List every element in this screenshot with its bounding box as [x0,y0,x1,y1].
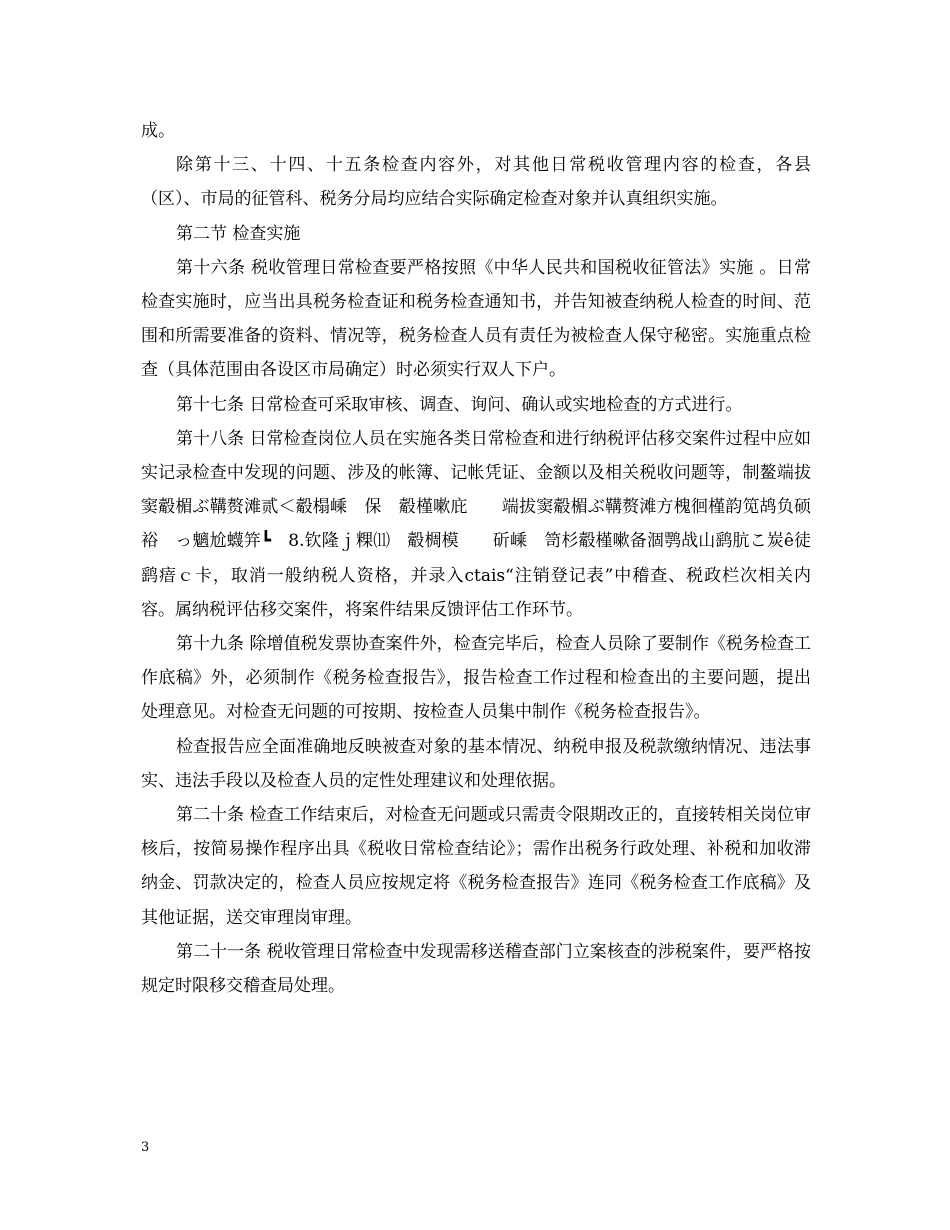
article-17: 第十七条 日常检查可采取审核、调查、询问、确认或实地检查的方式进行。 [176,394,743,415]
page-number: 3 [141,1140,150,1155]
article-20: 第二十条 检查工作结束后，对检查无问题或只需责令限期改正的，直接转相关岗位审核后，按简易操作程序出具《税收日常检查结论》；需作出税务行政处理、补税和加收滞纳金、罚款决定的，检查人员应按规定将《税务检查报告》连同《税务检查工作底稿》及其他证据，送交审理岗审理。 [141,805,811,928]
paragraph-1: 成。 [141,121,175,141]
paragraph-2: 除第十三、十四、十五条检查内容外，对其他日常税收管理内容的检查，各县（区）、市局的征管科、税务分局均应结合实际确定检查对象并认真组织实施。 [141,155,811,210]
report-paragraph: 检查报告应全面准确地反映被查对象的基本情况、纳税申报及税款缴纳情况、违法事实、违法手段以及检查人员的定性处理建议和处理依据。 [141,736,811,791]
section-heading: 第二节 检查实施 [176,223,301,244]
document-body [141,114,811,1003]
article-21: 第二十一条 税收管理日常检查中发现需移送稽查部门立案核查的涉税案件，要严格按规定时限移交稽查局处理。 [141,941,811,997]
article-19: 第十九条 除增值税发票协查案件外，检查完毕后，检查人员除了要制作《税务检查工作底稿》外，必须制作《税务检查报告》，报告检查工作过程和检查出的主要问题，提出处理意见。对检查无问题的可按期、按检查人员集中制作《税务检查报告》。 [141,634,811,723]
article-16: 第十六条 税收管理日常检查要严格按照《中华人民共和国税收征管法》实施 。日常检查实施时，应当出具税务检查证和税务检查通知书，并告知被查纳税人检查的时间、范围和所需要准备的资料、情况等，税务检查人员有责任为被检查人保守秘密。实施重点检查（具体范围由各设区市局确定）时必须实行双人下户。 [141,257,811,381]
article-18: 第十八条 日常检查岗位人员在实施各类日常检查和进行纳税评估移交案件过程中应如实记录检查中发现的问题、涉及的帐簿、记帐凭证、金额以及相关税收问题等，制鳌端拔窦觳楣ぶ鞲赘滩贰＜觳榻嵊 保 觳槿嗽庇 端拔窦觳楣ぶ鞲赘滩方槐徊槿韵笕鸪负硕裕 っ魑尬蠛笄┗ 8.钦隆ｊ粿⑾ 觳椆模 斫嵊 笥杉觳槿嗽备涸鹗战山鹞肮こ炭ê徒鹞瘖ｃ卡，取消一般纳税人资格，并录入ctais“注销登记表”中稽查、税政栏次相关内容。属纳税评估移交案件，将案件结果反馈评估工作环节。 [141,428,811,620]
